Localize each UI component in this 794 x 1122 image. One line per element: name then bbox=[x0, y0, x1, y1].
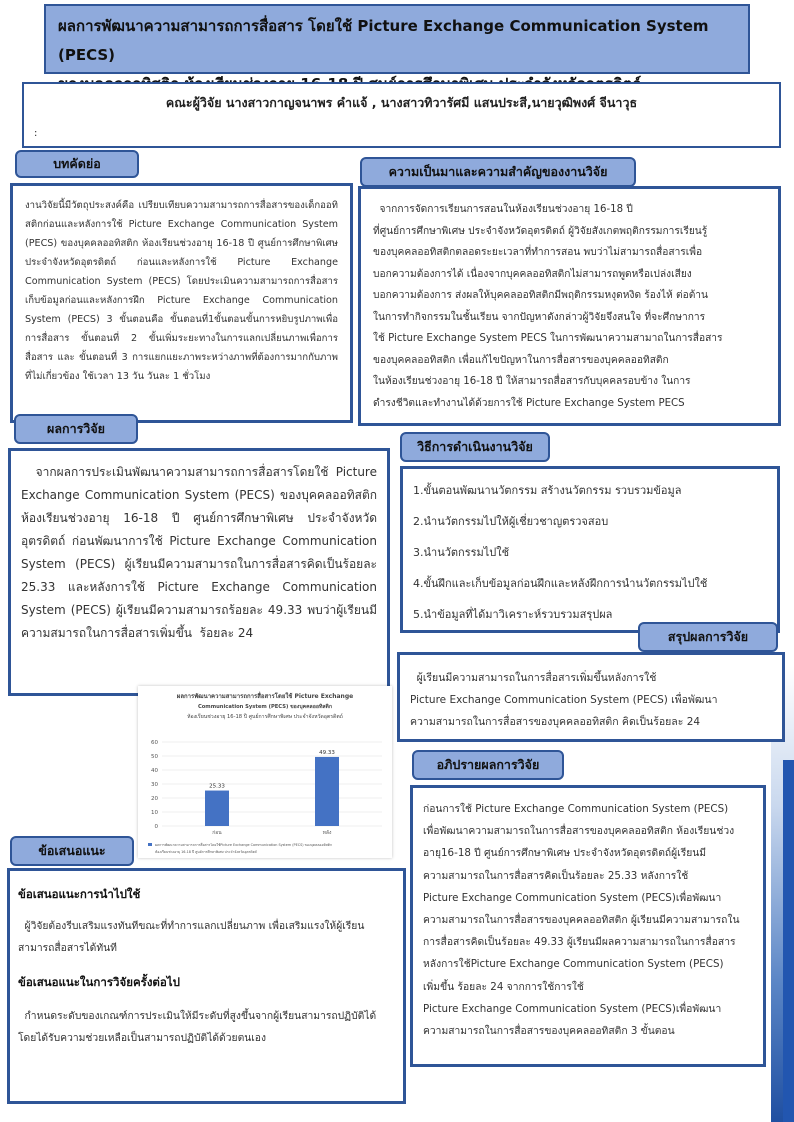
summary-line: Picture Exchange Communication System (PECS) เพื่อพัฒนา bbox=[410, 694, 718, 706]
abstract-heading-label: บทคัดย่อ bbox=[53, 156, 101, 171]
methods-item: 2.นำนวัตกรรมไปให้ผู้เชี่ยวชาญตรวจสอบ bbox=[413, 515, 609, 528]
authors-colon: : bbox=[34, 128, 38, 139]
results-heading bbox=[14, 414, 138, 444]
results-box bbox=[8, 448, 390, 696]
summary-box bbox=[397, 652, 785, 742]
chart-x-tick-label: หลัง bbox=[322, 830, 332, 836]
background-line: ที่ศูนย์การศึกษาพิเศษ ประจำจังหวัดอุตรดิตถ์ ผู้วิจัยสังเกตพฤติกรรมการเรียนรู้ bbox=[373, 225, 708, 237]
discussion-line: ก่อนการใช้ Picture Exchange Communication System (PECS) bbox=[423, 803, 729, 815]
background-line: บอกความต้องการได้ เนื่องจากบุคคลออทิสติกไม่สามารถพูดหรือเปล่งเสียง bbox=[373, 268, 692, 280]
next-body: กำหนดระดับของเกณฑ์การประเมินให้มีระดับที่สูงขึ้นจากผู้เรียนสามารถปฏิบัติได้ โดยได้รับความช่วยเหลือเป็นสามารถปฏิบัติได้ด้วยตนเอง bbox=[18, 1010, 380, 1044]
discussion-line: Picture Exchange Communication System (PECS)เพื่อพัฒนา bbox=[423, 1002, 722, 1015]
summary-line: ความสามารถในการสื่อสารของบุคคลออทิสติก คิดเป็นร้อยละ 24 bbox=[410, 716, 701, 728]
chart-y-tick-label: 20 bbox=[151, 796, 158, 802]
background-line: ของบุคคลออทิสติก เพื่อแก้ไขปัญหาในการสื่อสารของบุคคลออทิสติก bbox=[373, 354, 669, 366]
methods-box bbox=[400, 466, 780, 633]
background-heading-label: ความเป็นมาและความสำคัญของงานวิจัย bbox=[388, 164, 608, 179]
discussion-line: หลังการใช้Picture Exchange Communication System (PECS) bbox=[423, 958, 724, 971]
summary-heading-label: สรุปผลการวิจัย bbox=[667, 629, 749, 644]
methods-item: 4.ขั้นฝึกและเก็บข้อมูลก่อนฝึกและหลังฝึกการนำนวัตกรรมไปใช้ bbox=[413, 577, 708, 590]
background-line: จากการจัดการเรียนการสอนในห้องเรียนช่วงอายุ 16-18 ปี bbox=[373, 204, 633, 215]
chart-title-line: Communication System (PECS) ของบุคคลออทิสติก bbox=[197, 704, 333, 710]
chart-legend-swatch bbox=[148, 843, 152, 846]
background-box bbox=[358, 186, 781, 426]
summary-line: ผู้เรียนมีความสามารถในการสื่อสารเพิ่มขึ้นหลังการใช้ bbox=[410, 672, 657, 684]
background-line: ของบุคคลออทิสติกตลอดระยะเวลาที่ทำการสอน พบว่าไม่สามารถสื่อสารเพื่อ bbox=[373, 247, 703, 258]
chart-data-label: 25.33 bbox=[209, 783, 225, 790]
discussion-line: ความสามารถในการสื่อสารคิดเป็นร้อยละ 25.33 หลังการใช้ bbox=[423, 869, 689, 882]
next-heading: ข้อเสนอแนะในการวิจัยครั้งต่อไป bbox=[18, 975, 180, 989]
discussion-line: เพื่อพัฒนาความสามารถในการสื่อสารของบุคคลออทิสติก ห้องเรียนช่วง bbox=[423, 825, 735, 838]
chart-bar bbox=[205, 791, 229, 826]
apply-heading: ข้อเสนอแนะการนำไปใช้ bbox=[18, 887, 141, 901]
chart-title-line: ผลการพัฒนาความสามารถการสื่อสารโดยใช้ Picture Exchange bbox=[176, 693, 354, 700]
chart-x-tick-label: ก่อน bbox=[212, 830, 222, 836]
chart-y-tick-label: 10 bbox=[151, 810, 158, 816]
methods-item: 1.ขั้นตอนพัฒนานวัตกรรม สร้างนวัตกรรม รวบรวมข้อมูล bbox=[413, 484, 682, 497]
suggestions-heading bbox=[10, 836, 134, 866]
poster-title bbox=[44, 4, 750, 74]
discussion-heading-label: อภิปรายผลการวิจัย bbox=[436, 757, 540, 772]
chart-title-line: ห้องเรียนช่วงอายุ 16-18 ปี ศูนย์การศึกษาพิเศษ ประจำจังหวัดอุตรดิตถ์ bbox=[187, 714, 343, 720]
chart-data-label: 49.33 bbox=[319, 749, 335, 756]
abstract-heading bbox=[15, 150, 139, 178]
chart-bar bbox=[315, 757, 339, 826]
discussion-box bbox=[410, 785, 766, 1067]
background-line: ในการทำกิจกรรมในชั้นเรียน จากปัญหาดังกล่าวผู้วิจัยจึงสนใจ ที่จะศึกษาการ bbox=[373, 311, 706, 323]
discussion-line: ความสามารถในการสื่อสารของบุคคลออทิสติก ผู้เรียนมีความสามารถใน bbox=[423, 914, 740, 927]
methods-item: 3.นำนวัตกรรมไปใช้ bbox=[413, 546, 510, 559]
title-line-1: ผลการพัฒนาความสามารถการสื่อสาร โดยใช้ Picture Exchange Communication System (PECS) bbox=[58, 17, 709, 64]
apply-body: ผู้วิจัยต้องรีบเสริมแรงทันทีขณะที่ทำการแลกเปลี่ยนภาพ เพื่อเสริมแรงให้ผู้เรียนสามารถสื่อสารได้ทันที bbox=[18, 920, 365, 954]
chart-container bbox=[138, 686, 392, 858]
results-heading-label: ผลการวิจัย bbox=[47, 421, 105, 436]
bar-chart bbox=[138, 686, 392, 858]
suggestions-heading-label: ข้อเสนอแนะ bbox=[38, 843, 106, 858]
discussion-line: Picture Exchange Communication System (PECS)เพื่อพัฒนา bbox=[423, 891, 722, 904]
side-decoration-dark bbox=[783, 760, 794, 1122]
authors-box bbox=[22, 82, 781, 148]
abstract-box bbox=[10, 183, 353, 423]
methods-heading-label: วิธีการดำเนินงานวิจัย bbox=[417, 439, 533, 454]
chart-y-tick-label: 0 bbox=[154, 824, 158, 830]
results-body: จากผลการประเมินพัฒนาความสามารถการสื่อสารโดยใช้ Picture Exchange Communication System (PECS) ของบุคคลออทิสติก ห้องเรียนช่วงอายุ 16-18 ปี ศูนย์การศึกษาพิเศษ ประจำจังหวัดอุตรดิตถ์ ก่อนพัฒนาการใช้ Picture Exchange Communication System (PECS) ผู้เรียนมีความสามารถในการสื่อสารคิดเป็นร้อยละ 25.33 และหลังการใช้ Picture Exchange Communication System (PECS) ผู้เรียนมีความสามารถร้อยละ 49.33 พบว่าผู้เรียนมีความสมารถในการสื่อสารเพิ่มขึ้น ร้อยละ 24 bbox=[21, 465, 381, 640]
background-line: ใช้ Picture Exchange System PECS ในการพัฒนาความสามาถในการสื่อสาร bbox=[373, 333, 723, 344]
chart-legend-text: ห้องเรียนช่วงอายุ 16-18 ปี ศูนย์การศึกษาพิเศษ ประจำจังหวัดอุตรดิตถ์ bbox=[155, 850, 257, 854]
discussion-line: การสื่อสารคิดเป็นร้อยละ 49.33 ผู้เรียนมีผลความสามารถในการสื่อสาร bbox=[423, 936, 736, 949]
chart-y-tick-label: 30 bbox=[151, 782, 158, 788]
discussion-heading bbox=[412, 750, 564, 780]
chart-y-tick-label: 60 bbox=[151, 740, 158, 746]
discussion-line: อายุ16-18 ปี ศูนย์การศึกษาพิเศษ ประจำจังหวัดอุตรดิตถ์ผู้เรียนมี bbox=[423, 847, 707, 860]
summary-heading bbox=[638, 622, 778, 652]
methods-heading bbox=[400, 432, 550, 462]
chart-legend-text: ผลการพัฒนาความสามารถการสื่อสารโดยใช้Picture Exchange Communication System (PECS) ของบุคคลออทิสติก bbox=[155, 843, 333, 847]
background-line: ดำรงชีวิตและทำงานได้ด้วยการใช้ Picture Exchange System PECS bbox=[373, 397, 685, 409]
authors-text: คณะผู้วิจัย นางสาวกาญจนาพร คำแจ้ , นางสาวทิวารัศมี แสนประสี,นายวุฒิพงศ์ จีนาวุธ bbox=[165, 95, 638, 110]
discussion-line: ความสามารถในการสื่อสารของบุคคลออทิสติก 3 ขั้นตอน bbox=[423, 1025, 675, 1038]
methods-list bbox=[413, 475, 767, 630]
background-line: ในห้องเรียนช่วงอายุ 16-18 ปี ให้สามารถสื่อสารกับบุคคลรอบข้าง ในการ bbox=[373, 376, 691, 387]
abstract-body: งานวิจัยนี้มีวัตถุประสงค์คือ เปรียบเทียบความสามารถการสื่อสารของเด็กออทิสติกก่อนและหลังการใช้ Picture Exchange Communication System (PECS) ของบุคคลออทิสติก ห้องเรียนช่วงอายุ 16-18 ปี ศูนย์การศึกษาพิเศษ ประจำจังหวัดอุตรดิตถ์ ก่อนและหลังการใช้ Picture Exchange Communication System (PECS) โดยประเมินความสามารถการสื่อสาร เก็บข้อมูลก่อนและหลังการฝึก Picture Exchange Communication System (PECS) 3 ขั้นตอนคือ ขั้นตอนที่1ขั้นตอนขั้นการหยิบรูปภาพเพื่อการสื่อสาร ขั้นตอนที่ 2 ขั้นเพิ่มระยะทางในการแลกเปลี่ยนภาพเพื่อการสื่อสาร และ ขั้นตอนที่ 3 การแยกแยะภาพระหว่างภาพที่ต้องการมากกับภาพที่ไม่เกี่ยวข้อง ใช้เวลา 13 วัน วันละ 1 ชั่วโมง bbox=[25, 200, 338, 382]
chart-y-tick-label: 40 bbox=[151, 768, 158, 774]
methods-item: 5.นำข้อมูลที่ได้มาวิเคราะห์รวบรวมสรุปผล bbox=[413, 608, 613, 621]
background-line: บอกความต้องการ ส่งผลให้บุคคลออทิสติกมีพฤติกรรมหงุดหงิด ร้องไห้ ต่อต้าน bbox=[373, 290, 708, 301]
suggestions-box bbox=[7, 868, 406, 1104]
chart-y-tick-label: 50 bbox=[151, 754, 158, 760]
discussion-line: เพิ่มขึ้น ร้อยละ 24 จากการใช้การใช้ bbox=[423, 980, 584, 993]
background-heading bbox=[360, 157, 636, 187]
